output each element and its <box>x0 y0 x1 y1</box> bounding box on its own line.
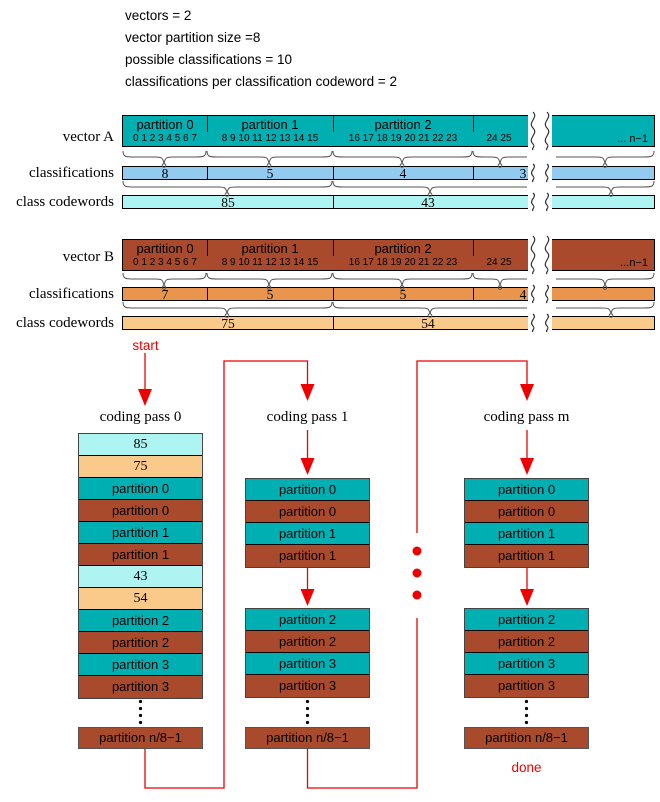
stack-row: partition 3 <box>246 653 369 675</box>
stack-row: 75 <box>79 456 202 478</box>
codeword-value: 85 <box>221 195 235 210</box>
codewords-b-bar <box>122 316 655 330</box>
classifications-a-label: classifications <box>29 165 114 181</box>
classification-value: 3 <box>519 166 527 181</box>
coding-pass-1-last-partition: partition n/8−1 <box>245 727 370 749</box>
stack-row: partition 3 <box>465 675 588 697</box>
partition-label: partition 0 <box>136 117 194 132</box>
param-classifications-per-codeword: classifications per classification codeword = 2 <box>125 74 398 89</box>
codeword-value: 54 <box>421 316 435 331</box>
coding-pass-0-last-partition: partition n/8−1 <box>78 727 203 749</box>
stack-row: partition 3 <box>246 675 369 697</box>
partition-divider <box>473 240 474 256</box>
sample-indices-tail: ... n−1 <box>617 133 648 145</box>
stack-row: partition 2 <box>465 609 588 631</box>
stack-row: partition 0 <box>246 479 369 501</box>
stack-row: partition 3 <box>465 653 588 675</box>
vector-a-bar <box>122 115 655 147</box>
classifications-b-label: classifications <box>29 286 114 302</box>
stack-row: partition 0 <box>465 501 588 523</box>
stack-row: partition 1 <box>465 545 588 567</box>
sample-indices: 24 25 <box>486 257 512 268</box>
partition-label: partition 1 <box>241 241 299 256</box>
partition-divider <box>473 116 474 132</box>
stack-row: partition 1 <box>79 544 202 566</box>
param-vectors: vectors = 2 <box>125 8 192 23</box>
done-label: done <box>511 760 542 775</box>
stack-row: 85 <box>79 434 202 456</box>
classification-value: 8 <box>161 166 169 181</box>
sample-indices: 0 1 2 3 4 5 6 7 <box>133 257 197 268</box>
stack-row: partition 1 <box>246 545 369 567</box>
coding-pass-1-label: coding pass 1 <box>266 409 349 425</box>
brace-group-a1 <box>123 151 654 167</box>
omitted-passes-ellipsis <box>413 547 422 600</box>
sample-indices: 16 17 18 19 20 21 22 23 <box>348 257 458 268</box>
cell-divider <box>473 167 474 179</box>
vector-b-bar <box>122 239 655 271</box>
stack-row: partition 0 <box>465 479 588 501</box>
stack-row: partition 2 <box>79 610 202 632</box>
classifications-a-bar <box>122 166 655 180</box>
brace-group-b2 <box>123 302 654 317</box>
coding-pass-0-stack <box>78 433 203 699</box>
stack-row: partition 0 <box>79 478 202 500</box>
codewords-b-label: class codewords <box>16 315 114 331</box>
classifications-b-bar <box>122 287 655 301</box>
cell-divider <box>473 288 474 300</box>
coding-pass-1-block-1 <box>245 478 370 568</box>
sample-indices: 24 25 <box>486 133 512 144</box>
sample-indices-tail: ...n−1 <box>620 257 648 269</box>
sample-indices: 16 17 18 19 20 21 22 23 <box>348 133 458 144</box>
codeword-value: 43 <box>421 195 435 210</box>
stack-row: partition 2 <box>465 631 588 653</box>
coding-pass-1-block-2 <box>245 608 370 698</box>
codeword-value: 75 <box>221 316 235 331</box>
start-label: start <box>132 338 159 353</box>
partition-label: partition 2 <box>374 117 432 132</box>
stack-row: partition 3 <box>79 654 202 676</box>
partition-label: partition 0 <box>136 241 194 256</box>
classification-value: 5 <box>266 287 274 302</box>
stack-row: partition 1 <box>79 522 202 544</box>
param-possible-classifications: possible classifications = 10 <box>125 52 292 67</box>
coding-pass-m-label: coding pass m <box>483 409 570 425</box>
brace-group-a2 <box>123 181 654 196</box>
stack-row: partition 2 <box>79 632 202 654</box>
coding-pass-m-block-1 <box>464 478 589 568</box>
stack-row: partition 1 <box>246 523 369 545</box>
stack-row: 43 <box>79 566 202 588</box>
codewords-a-bar <box>122 195 655 209</box>
coding-pass-m-block-2 <box>464 608 589 698</box>
stack-row: 54 <box>79 588 202 610</box>
sample-indices: 0 1 2 3 4 5 6 7 <box>133 133 197 144</box>
classification-value: 4 <box>519 287 527 302</box>
vector-a-label: vector A <box>62 129 114 145</box>
sample-indices: 8 9 10 11 12 13 14 15 <box>221 257 319 268</box>
stack-row: partition 3 <box>79 676 202 698</box>
vector-b-label: vector B <box>62 249 114 265</box>
partition-label: partition 2 <box>374 241 432 256</box>
stack-row: partition 2 <box>246 609 369 631</box>
sample-indices: 8 9 10 11 12 13 14 15 <box>221 133 319 144</box>
stack-row: partition 2 <box>246 631 369 653</box>
coding-pass-0-label: coding pass 0 <box>99 409 182 425</box>
stack-row: partition 0 <box>246 501 369 523</box>
classification-value: 5 <box>399 287 407 302</box>
stack-row: partition 1 <box>465 523 588 545</box>
classification-value: 5 <box>266 166 274 181</box>
partition-label: partition 1 <box>241 117 299 132</box>
coding-pass-m-last-partition: partition n/8−1 <box>464 727 589 749</box>
param-partition-size: vector partition size =8 <box>125 30 261 45</box>
stack-row: partition 0 <box>79 500 202 522</box>
classification-value: 7 <box>161 287 169 302</box>
stack-ellipsis-group <box>139 700 528 724</box>
codewords-a-label: class codewords <box>16 194 114 210</box>
classification-value: 4 <box>399 166 407 181</box>
